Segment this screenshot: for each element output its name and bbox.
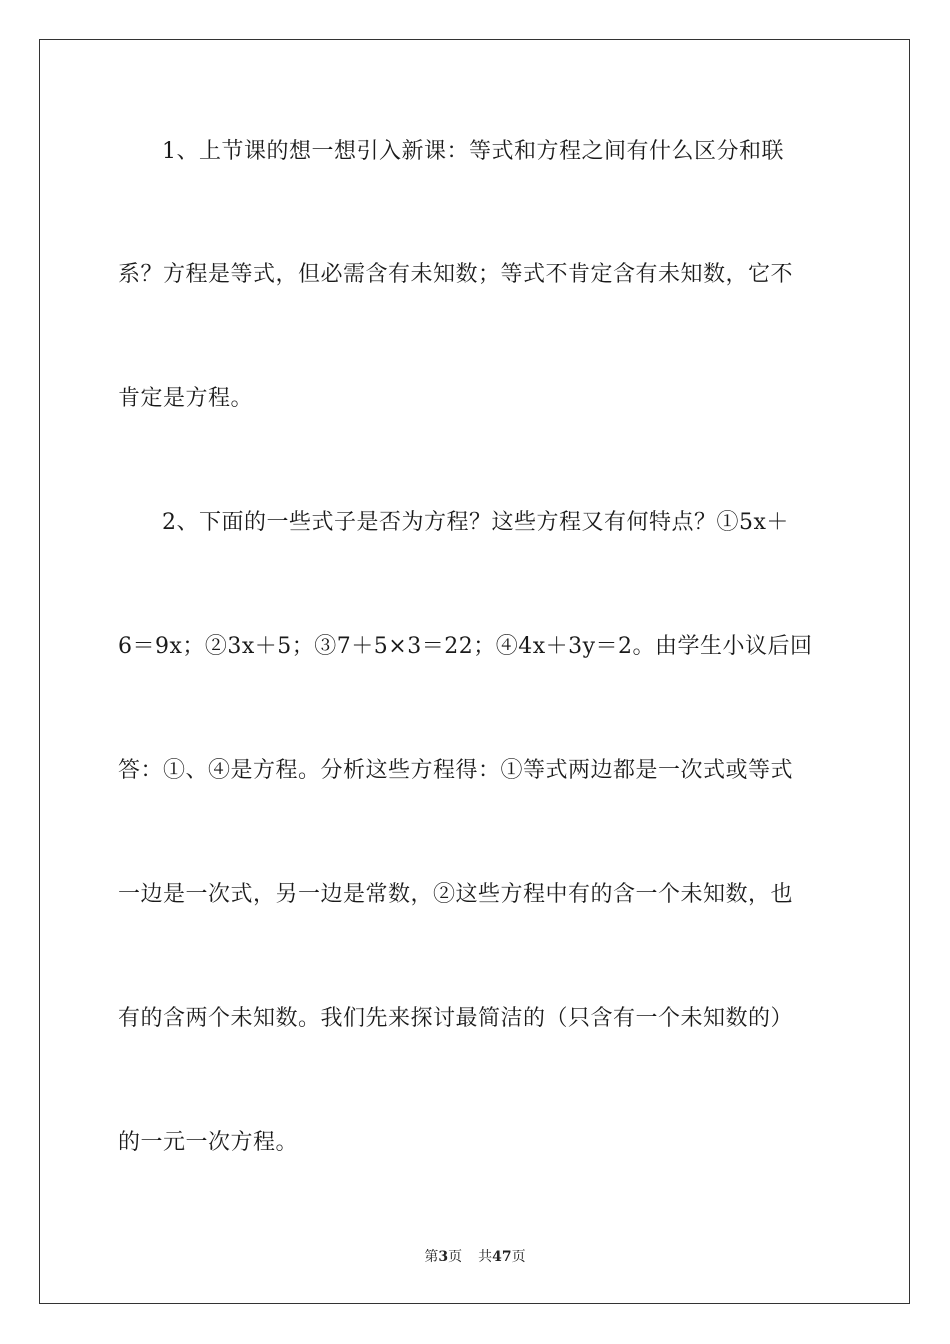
- total-suffix: 页: [511, 1249, 526, 1265]
- page-number: 3: [438, 1249, 449, 1265]
- page-suffix: 页: [448, 1249, 463, 1265]
- paragraph-1-line-3: 肯定是方程。: [118, 386, 254, 411]
- paragraph-2-line-4: 一边是一次式，另一边是常数，②这些方程中有的含一个未知数，也: [118, 882, 794, 907]
- paragraph-2-line-6: 的一元一次方程。: [118, 1130, 299, 1155]
- page-footer: [0, 1248, 950, 1266]
- paragraph-2-line-5: 有的含两个未知数。我们先来探讨最简洁的（只含有一个未知数的）: [118, 1006, 794, 1031]
- page-border: [39, 39, 910, 1304]
- paragraph-2-line-3: 答：①、④是方程。分析这些方程得：①等式两边都是一次式或等式: [118, 758, 794, 783]
- paragraph-1-line-1: 1、上节课的想一想引入新课：等式和方程之间有什么区分和联: [162, 139, 784, 164]
- paragraph-1-line-2: 系？方程是等式，但必需含有未知数；等式不肯定含有未知数，它不: [118, 262, 794, 287]
- total-prefix: 共: [478, 1249, 493, 1265]
- paragraph-2-line-1: 2、下面的一些式子是否为方程？这些方程又有何特点？①5x＋: [162, 510, 789, 535]
- page-prefix: 第: [424, 1249, 439, 1265]
- total-pages: 47: [492, 1249, 512, 1265]
- paragraph-2-line-2: 6＝9x；②3x＋5；③7＋5×3＝22；④4x＋3y＝2。由学生小议后回: [118, 634, 813, 659]
